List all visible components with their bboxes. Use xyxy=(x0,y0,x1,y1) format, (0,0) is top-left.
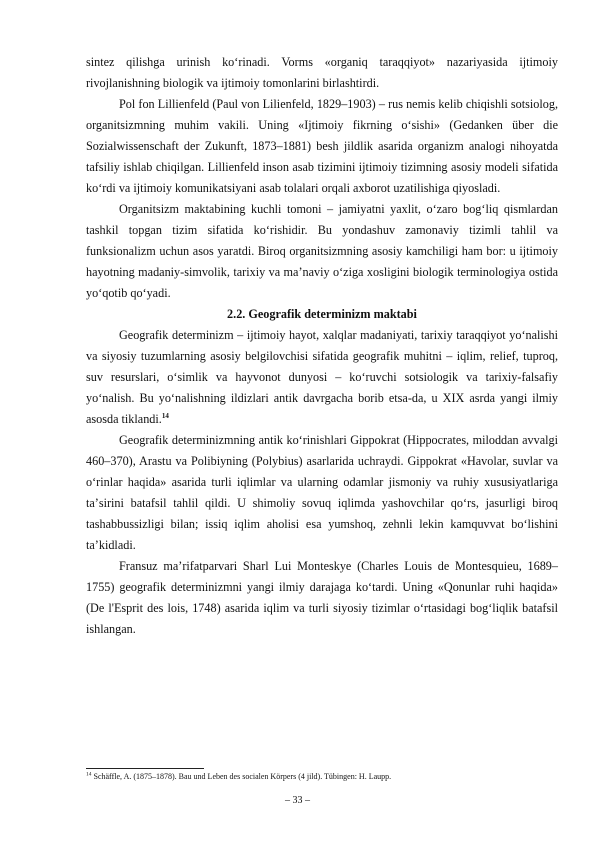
page-number: – 33 – xyxy=(285,795,310,806)
paragraph-gippokrat: Geografik determinizmning antik koʻrinishlari Gippokrat (Hippocrates, miloddan avvalgi 460–370), Arastu va Polibiyning (Polybius) asarlarida uchraydi. Gippokrat «Havolar, suvlar va oʻrinlar haqida» asarida turli iqlimlar va ularning odamlar jismoniy va ruhiy xususiyatlariga taʼsirini batafsil tahlil qildi. U shimoliy sovuq iqlimda yashovchilar qoʻrs, jasurligi biroq tashabbussizligi bilan; issiq iqlim aholisi esa yumshoq, zehnli lekin kamquvvat boʻlishini taʼkidladi. xyxy=(86,433,558,552)
paragraph-text: Geografik determinizm – ijtimoiy hayot, xalqlar madaniyati, tarixiy taraqqiyot yoʻnalishi va siyosiy tuzumlarning asosiy belgilovchisi sifatida geografik muhitni – iqlim, relief, tuproq, suv resurslari, oʻsimlik va hayvonot dunyosi – koʻruvchi sotsiologik va tarixiy-falsafiy yoʻnalish. Bu yoʻnalishning ildizlari antik davrgacha borib etsa-da, u XIX asrda yangi ilmiy asosda tiklandi. xyxy=(86,328,558,426)
paragraph-organitsizm: Organitsizm maktabining kuchli tomoni – jamiyatni yaxlit, oʻzaro bogʻliq qismlardan tashkil topgan tizim sifatida koʻrishidir. Bu yondashuv zamonaviy tizimli tahlil va funksionalizm uchun asos yaratdi. Biroq organitsizmning asosiy kamchiligi ham bor: u ijtimoiy hayotning madaniy-simvolik, tarixiy va maʼnaviy oʻziga xosligini biologik terminologiya ostida yoʻqotib qoʻyadi. xyxy=(86,202,558,300)
footnote-number: 14 xyxy=(86,771,92,778)
footnote xyxy=(86,771,558,782)
footnote-text: Schäffle, A. (1875–1878). Bau und Leben des socialen Körpers (4 jild). Tübingen: H. Laupp. xyxy=(91,772,392,781)
paragraph-lillienfeld: Pol fon Lillienfeld (Paul von Lilienfeld, 1829–1903) – rus nemis kelib chiqishli sotsiolog, organitsizmning muhim vakili. Uning «Ijtimoiy fikrning oʻsishi» (Gedanken über die Sozialwissenschaft der Zukunft, 1873–1881) besh jildlik asarida organizm analogi nihoyatda tafsiliy ishlab chiqilgan. Lillienfeld inson asab tizimini ijtimoiy tizimning asosiy modeli sifatida koʻrdi va ijtimoiy komunikatsiyani asab tolalari orqali axborot uzatilishiga qiyosladi. xyxy=(86,97,558,195)
footnote-divider xyxy=(86,768,204,769)
footnote-reference[interactable]: 14 xyxy=(161,411,169,420)
document-page xyxy=(86,52,558,640)
paragraph-geografik-determinizm xyxy=(86,325,558,430)
section-heading: 2.2. Geografik determinizm maktabi xyxy=(227,307,417,321)
paragraph-monteskye: Fransuz maʼrifatparvari Sharl Lui Monteskye (Charles Louis de Montesquieu, 1689–1755) geografik determinizmni yangi ilmiy darajaga koʻtardi. Uning «Qonunlar ruhi haqida» (De l'Esprit des lois, 1748) asarida iqlim va turli siyosiy tizimlar oʻrtasidagi bogʻliqlik batafsil ishlangan. xyxy=(86,559,558,636)
paragraph-1: sintez qilishga urinish koʻrinadi. Vorms «organiq taraqqiyot» nazariyasida ijtimoiy rivojlanishning biologik va ijtimoiy tomonlarini birlashtirdi. xyxy=(86,55,558,90)
